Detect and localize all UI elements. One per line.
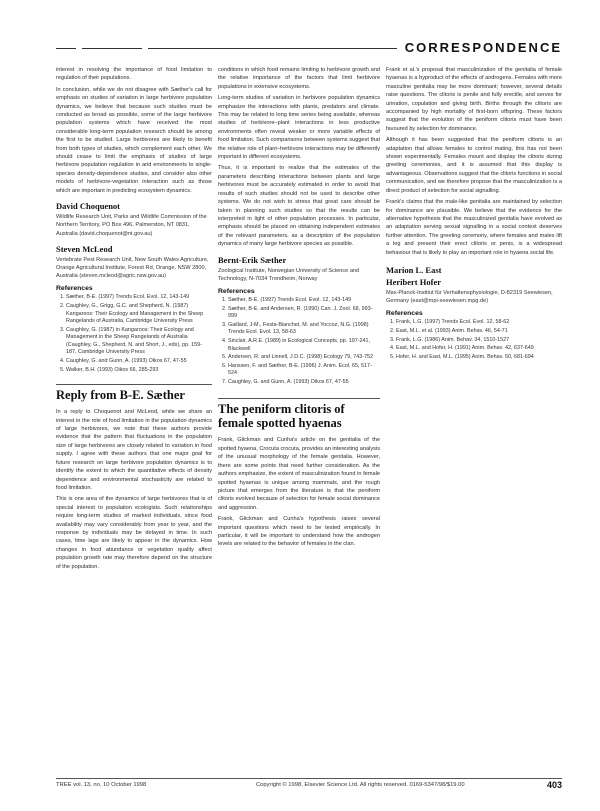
body-paragraph: Although it has been suggested that the peniform clitoris is an adaptation that allows females to control mating, this has not been shown experimentally. Females mount and display the clitoris during greeting ceremonies, and it is assumed that this display is advantageous. Observations suggest that the clitoris functions in social communication, and we therefore propose that the masculinization is a direct product of selection for social signalling.	[386, 137, 562, 194]
column-1	[56, 66, 212, 574]
page-number: 403	[546, 780, 562, 790]
reference-item: 4. Sinclair, A.R.E. (1989) in Ecological Concepts, pp. 197-241, Blackwell	[228, 338, 380, 353]
reference-item: 1. Frank, L.G. (1997) Trends Ecol. Evol. 12, 58-62	[396, 319, 562, 327]
page-footer	[56, 778, 562, 793]
reference-item: 2. Caughley, G., Grigg, G.C. and Shepherd, N. (1987) Kangaroos: Their Ecology and Management in the Sheep Rangelands of Australia, Cambridge University Press	[66, 303, 212, 326]
reference-item: 1. Sæther, B-E. (1997) Trends Ecol. Evol. 12, 143-149	[228, 297, 380, 305]
header-rule	[82, 48, 142, 49]
reference-item: 4. Caughley, G. and Gunn, A. (1993) Oikos 67, 47-55	[66, 358, 212, 366]
body-paragraph: Frank's claims that the male-like genitalia are maintained by selection for dominance are plausible. We believe that the evidence for the alternative hypothesis that the masculinized genitalia have evolved as an adaptation serving sexual signalling in a social context deserves further attention. The greeting ceremony, where females and males lift a leg and present their erect clitoris or penis, is a widespread behaviour that is likely to play an important role in hyaena social life.	[386, 199, 562, 256]
journal-citation: TREE vol. 13, no. 10 October 1998	[56, 782, 147, 788]
reference-list	[56, 294, 212, 374]
body-paragraph: Frank, Glickman and Cunha's hypothesis raises several important questions which need to be tested empirically. In particular, it will be important to understand how the androgen levels are related to the behavior of females in the clan.	[218, 516, 380, 548]
body-paragraph: Frank et al.'s proposal that masculinization of the genitalia of female hyaenas is a byproduct of the effects of androgens. Females with more masculine genitalia may be more dominant; however, several details raise questions. The clitoris is penile and fully erectile, and serves for urination, copulation and giving birth. Births through the clitoris are accompanied by high mortality of first-born offspring. These factors suggest that the evolution of the peniform clitoris must have been favoured by selection for dominance.	[386, 67, 562, 132]
author-name: Marion L. East	[386, 264, 442, 275]
author-affiliation: Zoological Institute, Norwegian University of Science and Technology, N-7034 Trondheim, Norway	[218, 267, 360, 282]
body-paragraph: Frank, Glickman and Cunha's article on the genitalia of the spotted hyaena, Crocuta crocuta, provides an interesting analysis of the unusual morphology of the female genitalia. However, there are some points that need further consideration. As the authors emphasize, the extent of masculinization found in female spotted hyaenas is unique among mammals, and the rough picture that emerges from the literature is that the peniform clitoris evolved because of selection for female social dominance and aggression.	[218, 437, 381, 511]
reference-item: 3. Gaillard, J-M., Festa-Bianchet, M. and Yoccoz, N.G. (1998) Trends Ecol. Evol. 13, 58-63	[228, 322, 380, 337]
references-heading: References	[218, 287, 255, 295]
author-name: Heribert Hofer	[386, 276, 441, 287]
body-paragraph: interest in resolving the importance of food limitation to regulation of their populations.	[56, 67, 212, 82]
author-name: Steven McLeod	[56, 243, 113, 254]
column-3	[386, 66, 562, 362]
author-affiliation: Vertebrate Pest Research Unit, New South Wales Agriculture, Orange Agricultural Institute, Forest Rd, Orange, NSW 2800, Australia (steven.mcleod@agric.nsw.gov.au)	[56, 256, 209, 280]
article-title: Reply from B-E. Sæther	[56, 384, 212, 402]
body-paragraph: Thus, it is important to realize that the estimates of the parameters describing interactions between plants and large herbivores must be accurately estimated in order to avoid that results of such studies should not be used to describe other systems. We do not wish to stress that great care should be taken in planning such studies so that the results can be interpreted in light of other population processes. In particular, emphasis should be placed on obtaining independent estimates of the relevant parameters, as a description of the population dynamics of many large herbivore species as possible.	[218, 165, 380, 248]
author-name: Bernt-Erik Sæther	[218, 254, 287, 265]
reference-item: 3. Caughley, G. (1987) in Kangaroos: Their Ecology and Management in the Sheep Rangelands of Australia (Caughley, G., Shepherd, N. and Short, J., eds), pp. 159-187, Cambridge University Press	[66, 327, 212, 357]
reference-item: 3. Frank, L.G. (1986) Anim. Behav. 34, 1510-1527	[396, 337, 562, 345]
article-title: The peniform clitoris of female spotted hyaenas	[218, 398, 380, 430]
reference-item: 2. East, M.L. et al. (1993) Anim. Behav. 46, 54-71	[396, 328, 562, 336]
column-2	[218, 66, 380, 552]
reference-item: 6. Hanssen, F. and Sæther, B-E. (1996) J. Anim. Ecol. 65, 517-524	[228, 363, 380, 378]
reference-item: 5. Hofer, H. and East, M.L. (1995) Anim. Behav. 50, 681-694	[396, 354, 562, 362]
copyright-notice: Copyright © 1998, Elsevier Science Ltd. All rights reserved. 0169-5347/98/$19.00	[256, 782, 465, 788]
page-header	[56, 40, 562, 58]
reference-item: 1. Sæther, B-E. (1997) Trends Ecol. Evol. 12, 143-149	[66, 294, 212, 302]
header-rule	[56, 48, 76, 49]
references-heading: References	[386, 310, 423, 318]
author-name: David Choquenot	[56, 201, 121, 212]
body-paragraph: This is one area of the dynamics of large herbivores that is of special interest to population ecologists. Such relationships require long-term studies of marked individuals, since food availability may vary considerably from year to year, and the response by individuals may be delayed in time. In such cases, time lags are likely to appear in the dynamics. How changes in food abundance or vegetation quality affect population growth rate may therefore depend on the structure of the population.	[56, 496, 212, 570]
reference-item: 7. Caughley, G. and Gunn, A. (1993) Oikos 67, 47-55	[228, 379, 380, 387]
body-paragraph: In conclusion, while we do not disagree with Sæther's call for emphasis on studies of variation in large herbivore population dynamics, we believe that because such studies must be conducted as broad as possible, some of the large herbivore population systems which have received the most considerable long-term population research should be among the first to be studied. Large herbivores are likely to benefit from both types of studies, which complement each other. We should cease to limit the emphasis of studies of large herbivore population regulation in arid environments to single-species density-dependence studies, and consider also other models of herbivore-vegetation interaction such as those which are important in predicting ecosystem dynamics.	[56, 86, 212, 194]
references-heading: References	[56, 285, 93, 293]
reference-item: 5. Andersen, R. and Linnell, J.D.C. (1998) Ecology 79, 743-752	[228, 354, 380, 362]
author-affiliation: Max-Planck-Institut für Verhaltensphysiologie, D-82319 Seewiesen, Germany (east@mpi-seewiesen.mpg.de)	[386, 289, 553, 305]
body-paragraph: In a reply to Choquenot and McLeod, while we share an interest in the role of food limitation in the population dynamics of large herbivores, we note that these authors provide evidence that the pattern that fluctuations in the population size of large herbivores are closely related to variation in food supply. I agree with these authors that one major goal for future research on large herbivore population dynamics is to identify the extent to which the quantitative effects of density dependence and environmental stochasticity are related to food limitation.	[56, 409, 212, 491]
reference-item: 5. Walker, B.H. (1993) Oikos 66, 285-293	[66, 367, 212, 375]
reference-list	[386, 319, 562, 361]
reference-item: 2. Sæther, B-E. and Andersen, R. (1990) Can. J. Zool. 68, 993-999	[228, 306, 380, 321]
body-paragraph: Long-term studies of variation in herbivore population dynamics emphasize the interactions with plants, predators and climate. This may be related to long time series being available, whereas studies of herbivore–plant interactions in less productive environments often reveal weaker or more variable effects of food limitation. Such comparisons between systems suggest that the relative role of plant–herbivore interactions may be differently important in different ecosystems.	[218, 95, 380, 161]
body-paragraph: conditions in which food remains limiting to herbivore growth and the relative importance of the factors that limit herbivore populations in extensive ecosystems.	[218, 67, 380, 90]
section-title: CORRESPONDENCE	[397, 40, 562, 55]
reference-list	[218, 297, 380, 387]
author-affiliation: Wildlife Research Unit, Parks and Wildlife Commission of the Northern Territory, PO Box 496, Palmerston, NT 0831, Australia (david.choquenot@nt.gov.au)	[56, 214, 207, 237]
reference-item: 4. East, M.L. and Hofer, H. (1991) Anim. Behav. 42, 637-649	[396, 345, 562, 353]
